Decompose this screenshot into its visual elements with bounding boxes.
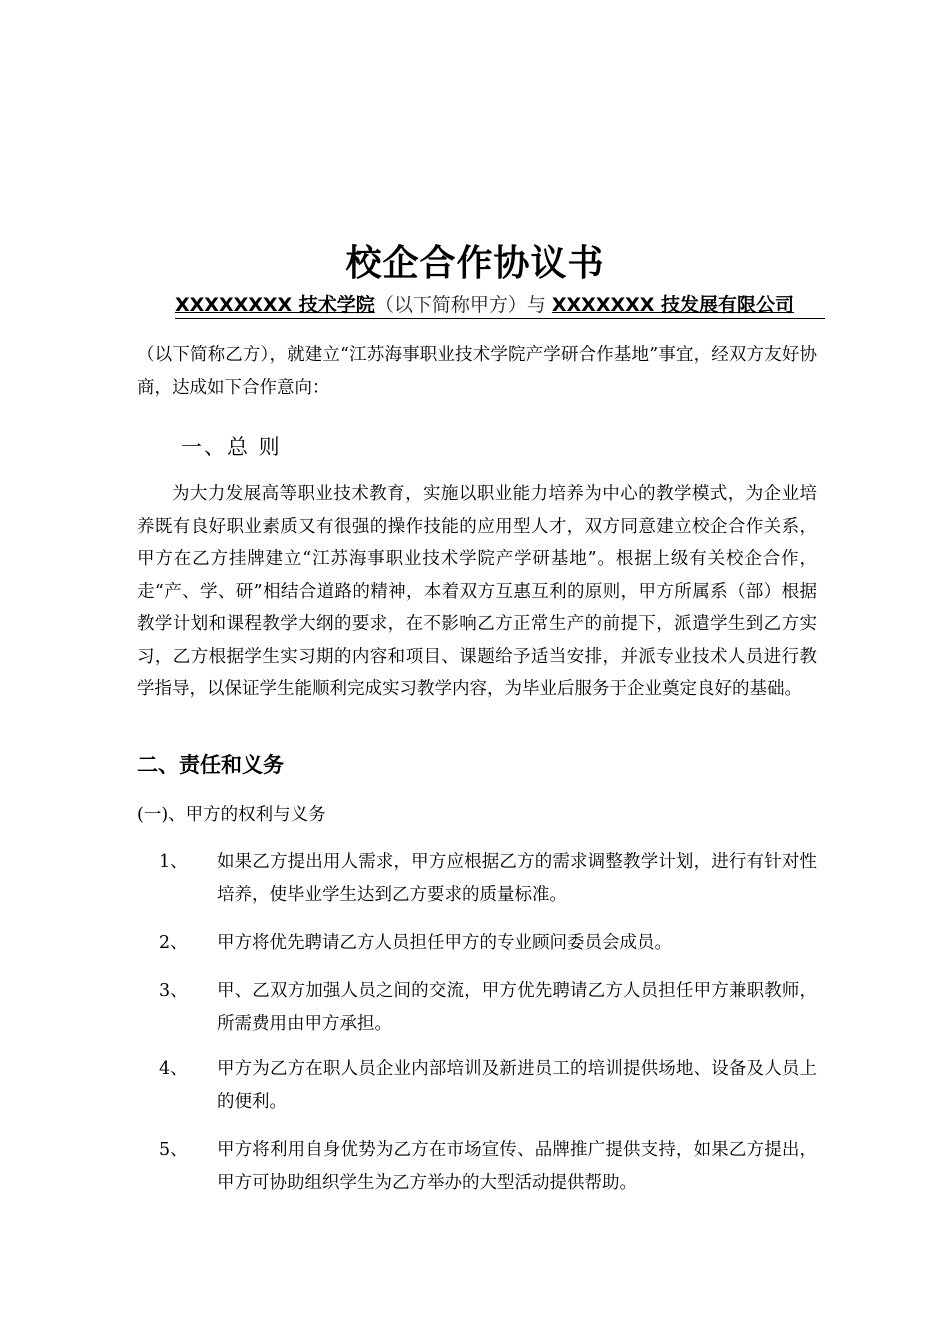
- list-item: [137, 1053, 817, 1118]
- document-title: 校企合作协议书: [345, 243, 605, 284]
- party-a-duties-subheading: (一)、甲方的权利与义务: [137, 805, 326, 825]
- party-a-note: （以下简称甲方）与: [374, 294, 546, 316]
- list-item-number: 2、: [159, 933, 188, 953]
- list-item-number: 5、: [159, 1140, 188, 1160]
- section-duties-heading: 二、责任和义务: [137, 753, 284, 777]
- intro-paragraph: （以下简称乙方），就建立“江苏海事职业技术学院产学研合作基地”事宜，经双方友好协商，达成如下合作意向：: [137, 345, 817, 398]
- party-b-name: XXXXXXX 技发展有限公司: [551, 294, 795, 316]
- list-item-text: 甲方将优先聘请乙方人员担任甲方的专业顾问委员会成员。: [217, 933, 672, 953]
- list-item-text: 如果乙方提出用人需求，甲方应根据乙方的需求调整教学计划，进行有针对性培养，使毕业学生达到乙方要求的质量标准。: [217, 852, 817, 905]
- list-item-number: 3、: [159, 981, 188, 1001]
- list-item: [137, 846, 817, 911]
- list-item-text: 甲方将利用自身优势为乙方在市场宣传、品牌推广提供支持，如果乙方提出，甲方可协助组织学生为乙方举办的大型活动提供帮助。: [217, 1140, 817, 1193]
- list-item: [137, 927, 817, 960]
- list-item-text: 甲、乙双方加强人员之间的交流，甲方优先聘请乙方人员担任甲方兼职教师，所需费用由甲方承担。: [217, 981, 817, 1034]
- list-item: [137, 1134, 817, 1199]
- list-item-text: 甲方为乙方在职人员企业内部培训及新进员工的培训提供场地、设备及人员上的便利。: [217, 1059, 817, 1112]
- section-general-heading: 一、总 则: [181, 435, 282, 459]
- list-item: [137, 975, 817, 1040]
- parties-line: [175, 290, 825, 319]
- section-general-body: 为大力发展高等职业技术教育，实施以职业能力培养为中心的教学模式，为企业培养既有良好职业素质又有很强的操作技能的应用型人才，双方同意建立校企合作关系，甲方在乙方挂牌建立“江苏海事职业技术学院产学研基地”。根据上级有关校企合作，走“产、学、研”相结合道路的精神，本着双方互惠互利的原则，甲方所属系（部）根据教学计划和课程教学大纲的要求，在不影响乙方正常生产的前提下，派遣学生到乙方实习，乙方根据学生实习期的内容和项目、课题给予适当安排，并派专业技术人员进行教学指导，以保证学生能顺利完成实习教学内容，为毕业后服务于企业奠定良好的基础。: [137, 484, 817, 699]
- list-item-number: 4、: [159, 1059, 188, 1079]
- party-a-name: XXXXXXXX 技术学院: [175, 294, 375, 316]
- list-item-number: 1、: [159, 852, 188, 872]
